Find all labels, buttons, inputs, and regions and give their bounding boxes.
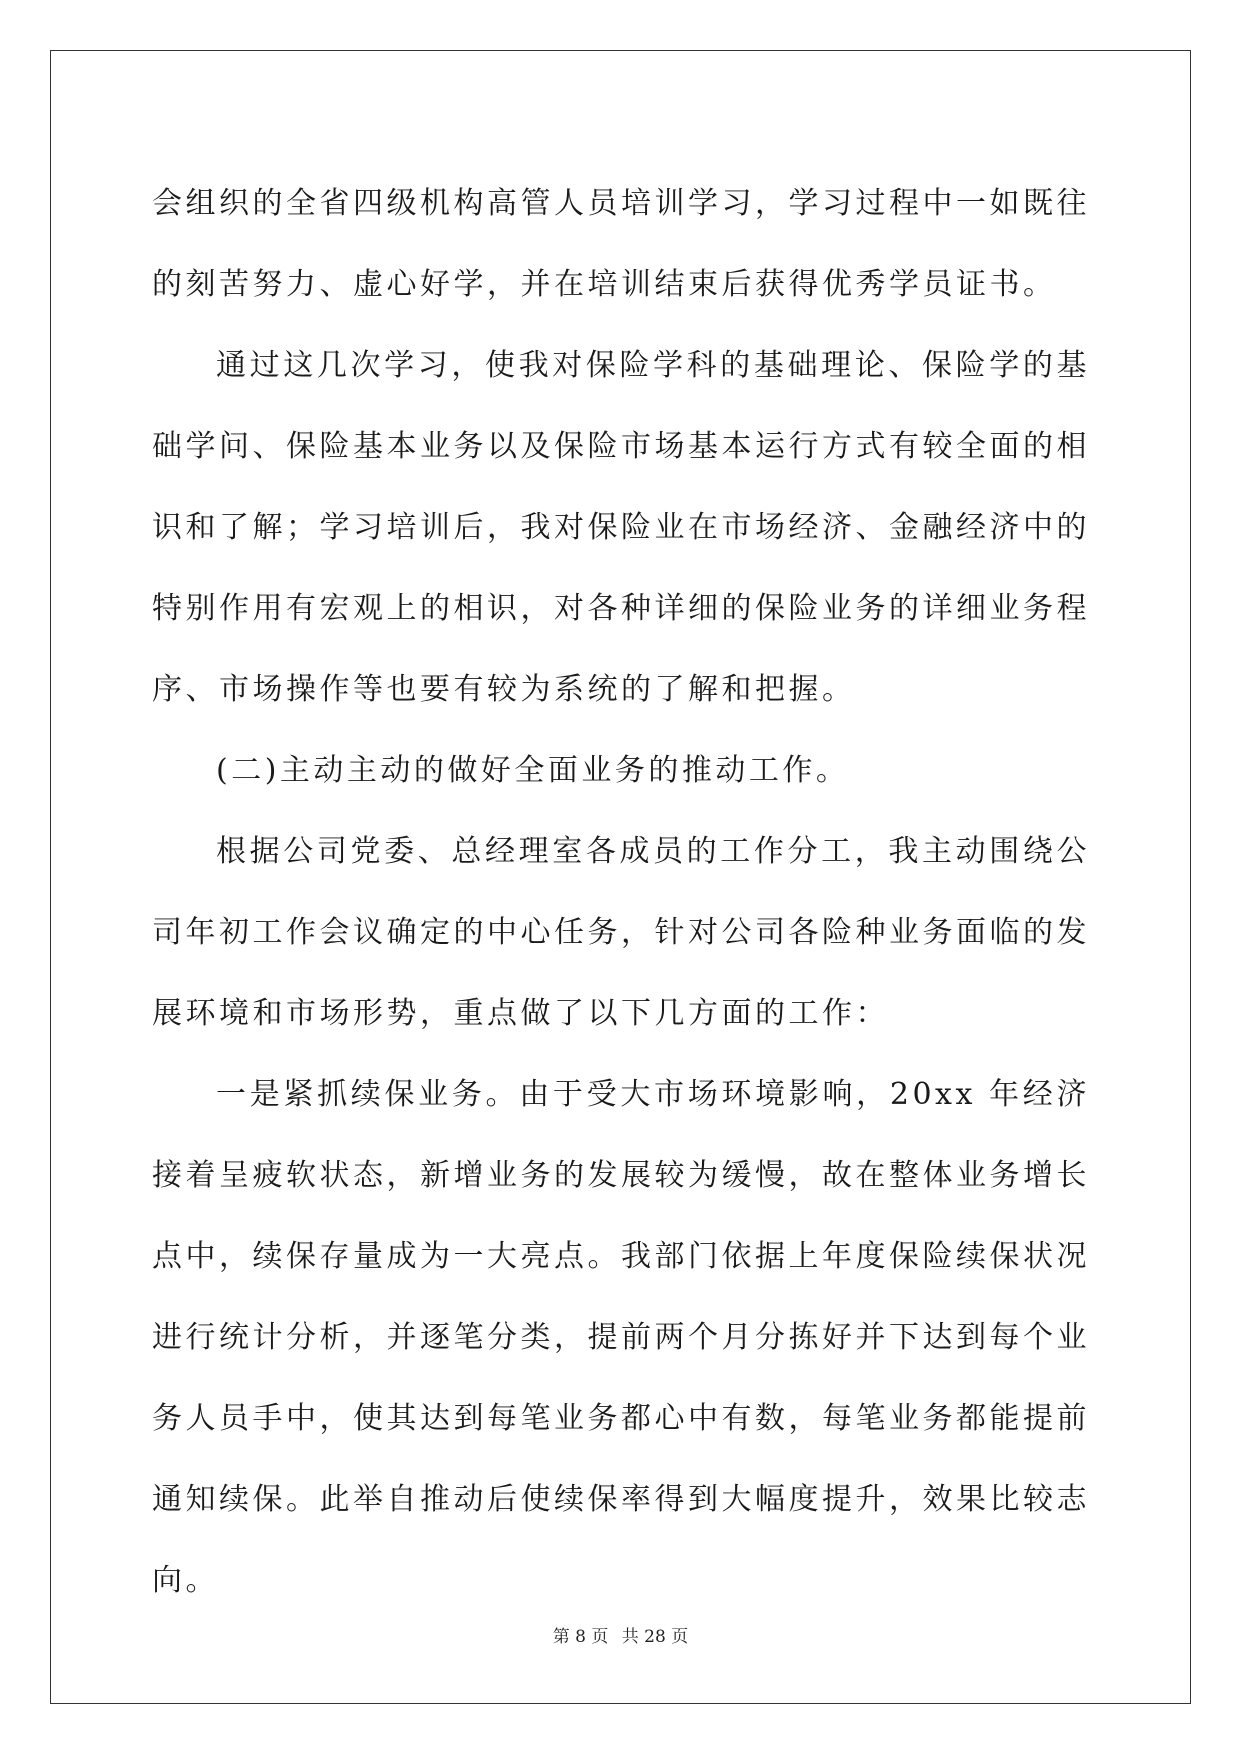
paragraph-1: 会组织的全省四级机构高管人员培训学习，学习过程中一如既往的刻苦努力、虚心好学，并在培训结束后获得优秀学员证书。 <box>152 186 1090 302</box>
page-number: 第 8 页 <box>552 1627 609 1647</box>
paragraph-3-heading: (二)主动主动的做好全面业务的推动工作。 <box>216 753 850 788</box>
paragraph-4: 根据公司党委、总经理室各成员的工作分工，我主动围绕公司年初工作会议确定的中心任务，针对公司各险种业务面临的发展环境和市场形势，重点做了以下几方面的工作： <box>152 834 1090 1031</box>
page-total: 共 28 页 <box>621 1627 689 1647</box>
paragraph-2: 通过这几次学习，使我对保险学科的基础理论、保险学的基础学问、保险基本业务以及保险市场基本运行方式有较全面的相识和了解；学习培训后，我对保险业在市场经济、金融经济中的特别作用有宏观上的相识，对各种详细的保险业务的详细业务程序、市场操作等也要有较为系统的了解和把握。 <box>152 348 1090 707</box>
paragraph-5: 一是紧抓续保业务。由于受大市场环境影响，20xx 年经济接着呈疲软状态，新增业务的发展较为缓慢，故在整体业务增长点中，续保存量成为一大亮点。我部门依据上年度保险续保状况进行统计分析，并逐笔分类，提前两个月分拣好并下达到每个业务人员手中，使其达到每笔业务都心中有数，每笔业务都能提前通知续保。此举自推动后使续保率得到大幅度提升，效果比较志向。 <box>152 1077 1090 1598</box>
page-footer <box>0 1622 1241 1647</box>
document-body <box>152 163 1090 1621</box>
